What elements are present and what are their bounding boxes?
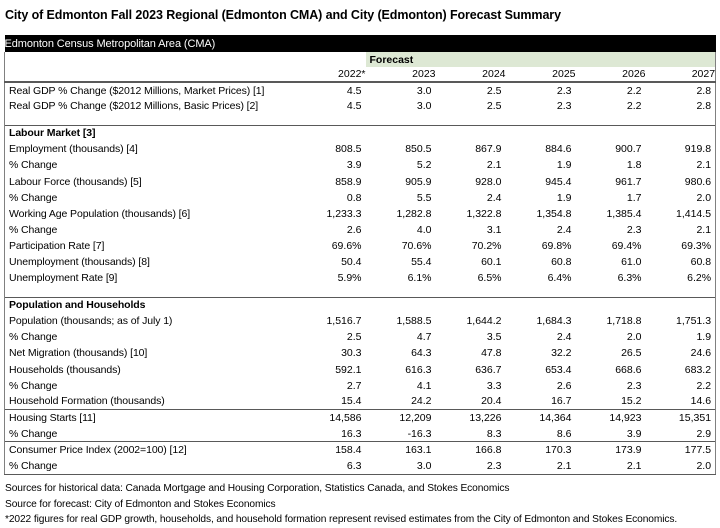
cell-value: 3.0 bbox=[416, 100, 432, 113]
cell-value bbox=[646, 297, 716, 313]
row-label bbox=[5, 286, 296, 297]
table-row bbox=[5, 362, 716, 378]
row-label: Working Age Population (thousands) [6] bbox=[5, 206, 296, 222]
row-label: Household Formation (thousands) bbox=[5, 394, 296, 410]
forecast-band-tail-cell bbox=[646, 52, 716, 67]
row-label: Real GDP % Change ($2012 Millions, Market Prices) [1] bbox=[5, 82, 296, 98]
cell-value: 2.5 bbox=[346, 331, 362, 344]
table-row bbox=[5, 238, 716, 254]
cell-value: 919.8 bbox=[646, 141, 716, 157]
cell-value bbox=[436, 286, 506, 297]
cell-value: 4.7 bbox=[416, 331, 432, 344]
table-row bbox=[5, 270, 716, 286]
forecast-table-body bbox=[5, 35, 716, 474]
cell-value: 808.5 bbox=[335, 143, 362, 156]
column-header-2023: 2023 bbox=[366, 67, 436, 82]
cell-value: 20.4 bbox=[481, 395, 502, 408]
cell-value bbox=[576, 297, 646, 313]
table-banner-label: Edmonton Census Metropolitan Area (CMA) bbox=[5, 35, 716, 52]
cell-value: 4.0 bbox=[416, 223, 432, 236]
footnote-sources-historical: Sources for historical data: Canada Mortgage and Housing Corporation, Statistics Canada, and Stokes Economics bbox=[5, 483, 510, 494]
cell-value bbox=[366, 114, 436, 125]
cell-value: 2.1 bbox=[646, 157, 716, 173]
cell-value: 2.1 bbox=[576, 458, 646, 474]
cell-value: 14,586 bbox=[296, 410, 366, 426]
cell-value: 13,226 bbox=[436, 410, 506, 426]
cell-value: 2.4 bbox=[556, 331, 572, 344]
cell-value: 170.3 bbox=[506, 442, 576, 458]
cell-value: 163.1 bbox=[366, 442, 436, 458]
table-row bbox=[5, 313, 716, 329]
cell-value: 616.3 bbox=[405, 363, 432, 376]
footnote-revised-estimates: *2022 figures for real GDP growth, households, and household formation represent revised estimates from the City of Edmonton and Stokes Economics. bbox=[5, 514, 678, 526]
row-label: % Change bbox=[5, 378, 296, 394]
table-row bbox=[5, 82, 716, 98]
cell-value: 30.3 bbox=[341, 347, 362, 360]
cell-value: 2.3 bbox=[556, 84, 572, 97]
cell-value bbox=[366, 297, 436, 313]
cell-value: 2.5 bbox=[486, 100, 502, 113]
forecast-table bbox=[4, 35, 716, 475]
cell-value: 2.4 bbox=[556, 223, 572, 236]
column-header-row bbox=[5, 67, 716, 82]
cell-value: 2.1 bbox=[486, 159, 502, 172]
cell-value bbox=[296, 125, 366, 141]
cell-value: 16.3 bbox=[341, 427, 362, 440]
cell-value bbox=[576, 286, 646, 297]
cell-value: 683.2 bbox=[646, 362, 716, 378]
cell-value: 2.8 bbox=[646, 82, 716, 98]
cell-value: 1,385.4 bbox=[606, 207, 642, 220]
cell-value: 3.0 bbox=[366, 458, 436, 474]
column-header-2025: 2025 bbox=[506, 67, 576, 82]
cell-value: 61.0 bbox=[621, 255, 642, 268]
cell-value bbox=[646, 125, 716, 141]
cell-value: 50.4 bbox=[341, 255, 362, 268]
cell-value: 1,588.5 bbox=[396, 315, 432, 328]
cell-value: 1,282.8 bbox=[396, 207, 432, 220]
cell-value: 60.1 bbox=[481, 255, 502, 268]
cell-value: 1.9 bbox=[646, 329, 716, 345]
row-label: Real GDP % Change ($2012 Millions, Basic Prices) [2] bbox=[5, 98, 296, 114]
cell-value bbox=[436, 114, 506, 125]
cell-value: 173.9 bbox=[576, 442, 646, 458]
cell-value: 47.8 bbox=[481, 347, 502, 360]
forecast-band-blank-cell bbox=[5, 52, 296, 67]
cell-value bbox=[366, 286, 436, 297]
cell-value: 6.2% bbox=[646, 270, 716, 286]
cell-value: 5.5 bbox=[416, 191, 432, 204]
cell-value: 4.5 bbox=[346, 100, 362, 113]
cell-value: 905.9 bbox=[405, 175, 432, 188]
cell-value: 60.8 bbox=[551, 255, 572, 268]
row-label: Labour Force (thousands) [5] bbox=[5, 173, 296, 189]
row-label: % Change bbox=[5, 426, 296, 442]
cell-value: 2.6 bbox=[556, 379, 572, 392]
table-row bbox=[5, 206, 716, 222]
cell-value: 2.2 bbox=[626, 84, 642, 97]
cell-value: 884.6 bbox=[545, 143, 572, 156]
table-row bbox=[5, 141, 716, 157]
cell-value: 2.0 bbox=[646, 458, 716, 474]
cell-value: 32.2 bbox=[551, 347, 572, 360]
cell-value: 961.7 bbox=[615, 175, 642, 188]
table-row bbox=[5, 254, 716, 270]
cell-value: 858.9 bbox=[335, 175, 362, 188]
cell-value: 6.4% bbox=[547, 272, 572, 285]
column-header-2024: 2024 bbox=[436, 67, 506, 82]
cell-value: 3.0 bbox=[416, 84, 432, 97]
cell-value bbox=[506, 114, 576, 125]
cell-value: 70.2% bbox=[471, 239, 502, 252]
cell-value: 177.5 bbox=[646, 442, 716, 458]
cell-value: 1,414.5 bbox=[646, 206, 716, 222]
column-header-2026: 2026 bbox=[576, 67, 646, 82]
cell-value: 4.5 bbox=[346, 84, 362, 97]
cell-value: 3.9 bbox=[346, 159, 362, 172]
cell-value bbox=[366, 125, 436, 141]
column-header-2022: 2022* bbox=[296, 67, 366, 82]
cell-value: 2.1 bbox=[646, 222, 716, 238]
table-row bbox=[5, 157, 716, 173]
cell-value: 3.1 bbox=[486, 223, 502, 236]
cell-value: 1,684.3 bbox=[536, 315, 572, 328]
cell-value: 2.3 bbox=[626, 379, 642, 392]
table-banner-row bbox=[5, 35, 716, 52]
row-label: Households (thousands) bbox=[5, 362, 296, 378]
cell-value: 980.6 bbox=[646, 173, 716, 189]
cell-value: 1.7 bbox=[626, 191, 642, 204]
cell-value: 16.7 bbox=[551, 395, 572, 408]
table-row bbox=[5, 458, 716, 474]
cell-value: 2.0 bbox=[646, 190, 716, 206]
cell-value: 15.4 bbox=[341, 395, 362, 408]
cell-value: 8.6 bbox=[556, 427, 572, 440]
table-row bbox=[5, 426, 716, 442]
cell-value: 8.3 bbox=[486, 427, 502, 440]
cell-value: 4.1 bbox=[416, 379, 432, 392]
row-label: % Change bbox=[5, 222, 296, 238]
cell-value: 24.2 bbox=[411, 395, 432, 408]
cell-value: 668.6 bbox=[615, 363, 642, 376]
cell-value: 15.2 bbox=[621, 395, 642, 408]
cell-value: 3.3 bbox=[486, 379, 502, 392]
cell-value: 55.4 bbox=[411, 255, 432, 268]
row-label: Consumer Price Index (2002=100) [12] bbox=[5, 442, 296, 458]
cell-value: 850.5 bbox=[405, 143, 432, 156]
row-label: Unemployment Rate [9] bbox=[5, 270, 296, 286]
cell-value: 2.3 bbox=[436, 458, 506, 474]
cell-value: 592.1 bbox=[335, 363, 362, 376]
row-label: % Change bbox=[5, 190, 296, 206]
cell-value: 867.9 bbox=[475, 143, 502, 156]
cell-value: 1.9 bbox=[556, 159, 572, 172]
table-row bbox=[5, 442, 716, 458]
cell-value bbox=[506, 286, 576, 297]
cell-value: 6.3 bbox=[296, 458, 366, 474]
cell-value: 2.7 bbox=[346, 379, 362, 392]
table-row bbox=[5, 410, 716, 426]
cell-value bbox=[576, 114, 646, 125]
footnote-source-forecast: Source for forecast: City of Edmonton and Stokes Economics bbox=[5, 498, 276, 510]
footnotes bbox=[5, 481, 717, 528]
cell-value bbox=[506, 125, 576, 141]
cell-value: 5.2 bbox=[416, 159, 432, 172]
cell-value bbox=[646, 114, 716, 125]
cell-value: 24.6 bbox=[646, 345, 716, 361]
cell-value: 1.8 bbox=[626, 159, 642, 172]
cell-value: 2.3 bbox=[556, 100, 572, 113]
table-row bbox=[5, 125, 716, 141]
cell-value: 2.3 bbox=[626, 223, 642, 236]
cell-value: 2.8 bbox=[646, 98, 716, 114]
cell-value: 1,516.7 bbox=[326, 315, 362, 328]
row-label: Net Migration (thousands) [10] bbox=[5, 345, 296, 361]
cell-value: 945.4 bbox=[545, 175, 572, 188]
cell-value: 2.9 bbox=[646, 426, 716, 442]
forecast-band-label: Forecast bbox=[366, 52, 646, 67]
cell-value: 3.5 bbox=[486, 331, 502, 344]
cell-value: 69.8% bbox=[541, 239, 572, 252]
cell-value: 12,209 bbox=[366, 410, 436, 426]
cell-value bbox=[296, 286, 366, 297]
table-row bbox=[5, 329, 716, 345]
forecast-band-2022-cell bbox=[296, 52, 366, 67]
cell-value: 6.1% bbox=[407, 272, 432, 285]
table-row bbox=[5, 286, 716, 297]
forecast-table-container bbox=[4, 35, 715, 475]
cell-value: 1,718.8 bbox=[606, 315, 642, 328]
page-title: City of Edmonton Fall 2023 Regional (Edmonton CMA) and City (Edmonton) Forecast Summary bbox=[5, 8, 561, 22]
cell-value: 60.8 bbox=[646, 254, 716, 270]
cell-value: 70.6% bbox=[401, 239, 432, 252]
cell-value: 2.6 bbox=[346, 223, 362, 236]
cell-value: -16.3 bbox=[407, 427, 432, 440]
cell-value bbox=[296, 297, 366, 313]
table-row bbox=[5, 173, 716, 189]
cell-value: 2.2 bbox=[626, 100, 642, 113]
cell-value: 2.2 bbox=[646, 378, 716, 394]
row-label: % Change bbox=[5, 458, 296, 474]
row-label bbox=[5, 114, 296, 125]
cell-value bbox=[506, 297, 576, 313]
cell-value: 26.5 bbox=[621, 347, 642, 360]
table-row bbox=[5, 378, 716, 394]
row-label: % Change bbox=[5, 329, 296, 345]
cell-value: 1,233.3 bbox=[326, 207, 362, 220]
cell-value: 69.3% bbox=[646, 238, 716, 254]
column-header-blank bbox=[5, 67, 296, 82]
cell-value: 6.5% bbox=[477, 272, 502, 285]
cell-value: 1,322.8 bbox=[466, 207, 502, 220]
row-label: Unemployment (thousands) [8] bbox=[5, 254, 296, 270]
cell-value: 158.4 bbox=[296, 442, 366, 458]
row-label: Population (thousands; as of July 1) bbox=[5, 313, 296, 329]
cell-value: 2.0 bbox=[626, 331, 642, 344]
cell-value: 69.6% bbox=[331, 239, 362, 252]
cell-value bbox=[576, 125, 646, 141]
cell-value: 3.9 bbox=[626, 427, 642, 440]
row-label: Housing Starts [11] bbox=[5, 410, 296, 426]
cell-value: 0.8 bbox=[346, 191, 362, 204]
cell-value: 14,923 bbox=[576, 410, 646, 426]
cell-value: 14,364 bbox=[506, 410, 576, 426]
cell-value: 5.9% bbox=[337, 272, 362, 285]
cell-value: 6.3% bbox=[617, 272, 642, 285]
row-label: Participation Rate [7] bbox=[5, 238, 296, 254]
cell-value: 1,354.8 bbox=[536, 207, 572, 220]
cell-value: 69.4% bbox=[611, 239, 642, 252]
cell-value: 2.1 bbox=[506, 458, 576, 474]
cell-value: 1.9 bbox=[556, 191, 572, 204]
table-row bbox=[5, 394, 716, 410]
cell-value: 64.3 bbox=[411, 347, 432, 360]
cell-value bbox=[436, 297, 506, 313]
cell-value: 900.7 bbox=[615, 143, 642, 156]
cell-value: 2.4 bbox=[486, 191, 502, 204]
table-row bbox=[5, 190, 716, 206]
table-row bbox=[5, 345, 716, 361]
cell-value: 2.5 bbox=[486, 84, 502, 97]
cell-value: 14.6 bbox=[646, 394, 716, 410]
table-row bbox=[5, 297, 716, 313]
table-row bbox=[5, 114, 716, 125]
row-label: Employment (thousands) [4] bbox=[5, 141, 296, 157]
cell-value: 15,351 bbox=[646, 410, 716, 426]
table-row bbox=[5, 222, 716, 238]
cell-value: 1,644.2 bbox=[466, 315, 502, 328]
column-header-2027: 2027 bbox=[646, 67, 716, 82]
cell-value bbox=[646, 286, 716, 297]
cell-value: 928.0 bbox=[475, 175, 502, 188]
section-header-label: Labour Market [3] bbox=[5, 125, 296, 141]
section-header-label: Population and Households bbox=[5, 297, 296, 313]
table-row bbox=[5, 98, 716, 114]
cell-value bbox=[296, 114, 366, 125]
row-label: % Change bbox=[5, 157, 296, 173]
cell-value: 166.8 bbox=[436, 442, 506, 458]
forecast-band-row bbox=[5, 52, 716, 67]
cell-value: 636.7 bbox=[475, 363, 502, 376]
cell-value: 653.4 bbox=[545, 363, 572, 376]
cell-value bbox=[436, 125, 506, 141]
cell-value: 1,751.3 bbox=[646, 313, 716, 329]
